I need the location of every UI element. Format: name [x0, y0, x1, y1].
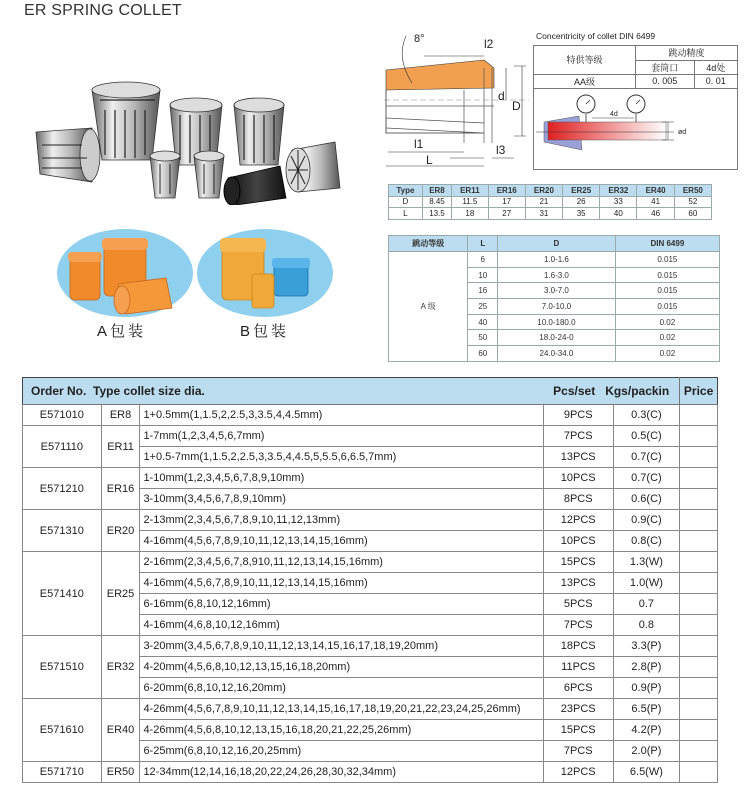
conc-header-4d: 4d处 [694, 60, 737, 74]
type-cell: 60 [674, 208, 711, 220]
gauge-4d-label: 4d [610, 111, 618, 118]
price-cell [680, 573, 718, 594]
runout-header-cell: D [498, 236, 616, 252]
runout-cell: 16 [468, 283, 498, 299]
price-cell [680, 447, 718, 468]
size-range-cell: 4-26mm(4,5,6,7,8,9,10,11,12,13,14,15,16,17,18,19,20,21,22,23,24,25,26mm) [140, 699, 543, 720]
price-cell [680, 720, 718, 741]
label-8deg: 8° [414, 33, 425, 45]
runout-cell: 0.015 [615, 299, 719, 315]
type-cell: 27 [488, 208, 525, 220]
runout-table-header [389, 236, 720, 252]
runout-cell: 60 [468, 346, 498, 362]
kgs-per-pack-cell: 1.0(W) [613, 573, 680, 594]
kgs-per-pack-cell: 0.9(C) [613, 510, 680, 531]
type-cell: 21 [525, 196, 562, 208]
type-header-cell: ER50 [674, 185, 711, 197]
price-cell [680, 552, 718, 573]
kgs-per-pack-cell: 0.8(C) [613, 531, 680, 552]
order-table-row [23, 636, 718, 657]
size-range-cell: 2-13mm(2,3,4,5,6,7,8,9,10,11,12,13mm) [140, 510, 543, 531]
type-cell: 46 [637, 208, 674, 220]
order-table-row [23, 552, 718, 573]
order-number-cell: E571110 [23, 426, 102, 468]
type-cell: 11.5 [452, 196, 488, 208]
packaging-b-image [196, 228, 334, 318]
collet-dimension-drawing [384, 28, 534, 168]
collet-type-cell: ER40 [101, 699, 140, 762]
size-range-cell: 4-26mm(4,5,6,8,10,12,13,15,16,18,20,21,22,25,26mm) [140, 720, 543, 741]
price-cell [680, 615, 718, 636]
pcs-per-set-cell: 6PCS [543, 678, 613, 699]
runout-cell: 7.0-10.0 [498, 299, 616, 315]
runout-grade-table [388, 235, 720, 362]
size-range-cell: 1+0.5mm(1,1.5,2,2.5,3,3.5,4,4.5mm) [140, 405, 543, 426]
conc-header-grade: 特供等级 [534, 46, 636, 74]
page-title: ER SPRING COLLET [24, 2, 182, 19]
kgs-per-pack-cell: 0.5(C) [613, 426, 680, 447]
size-range-cell: 1-7mm(1,2,3,4,5,6,7mm) [140, 426, 543, 447]
kgs-per-pack-cell: 4.2(P) [613, 720, 680, 741]
type-cell: D [389, 196, 423, 208]
pcs-per-set-cell: 10PCS [543, 468, 613, 489]
type-table-row [389, 208, 712, 220]
runout-table-row [389, 252, 720, 268]
runout-header-cell: 跳动等级 [389, 236, 468, 252]
label-D: D [512, 99, 521, 113]
order-number-cell: E571310 [23, 510, 102, 552]
type-cell: 13.5 [422, 208, 451, 220]
collet-medium-2 [234, 98, 284, 165]
price-cell [680, 594, 718, 615]
order-number-cell: E571010 [23, 405, 102, 426]
type-header-cell: ER8 [422, 185, 451, 197]
order-table-row [23, 405, 718, 426]
packaging-a-image [56, 228, 194, 318]
runout-grade-cell: A 级 [389, 252, 468, 362]
collet-product-photo [30, 70, 350, 205]
size-range-cell: 1+0.5-7mm(1,1.5,2,2.5,3,3.5,4,4.5,5,5.5,6,6.5,7mm) [140, 447, 543, 468]
runout-cell: 1.6-3.0 [498, 267, 616, 283]
kgs-per-pack-cell: 0.8 [613, 615, 680, 636]
order-table-row [23, 426, 718, 447]
type-header-cell: Type [389, 185, 423, 197]
type-cell: 17 [488, 196, 525, 208]
order-table [22, 377, 718, 783]
kgs-per-pack-cell: 0.7(C) [613, 447, 680, 468]
dial-gauge-diagram [534, 92, 737, 170]
collet-type-cell: ER11 [101, 426, 140, 468]
conc-row-4d: 0. 01 [694, 74, 737, 88]
collet-end-view [286, 142, 340, 192]
price-cell [680, 468, 718, 489]
type-cell: 52 [674, 196, 711, 208]
size-range-cell: 6-25mm(6,8,10,12,16,20,25mm) [140, 741, 543, 762]
runout-cell: 0.02 [615, 346, 719, 362]
label-L: L [426, 153, 433, 167]
price-cell [680, 699, 718, 720]
pcs-per-set-cell: 13PCS [543, 447, 613, 468]
kgs-per-pack-cell: 0.7 [613, 594, 680, 615]
price-cell [680, 510, 718, 531]
collet-type-cell: ER50 [101, 762, 140, 783]
type-header-cell: ER20 [525, 185, 562, 197]
collet-type-cell: ER8 [101, 405, 140, 426]
size-range-cell: 4-16mm(4,5,6,7,8,9,10,11,12,13,14,15,16mm) [140, 573, 543, 594]
runout-cell: 3.0-7.0 [498, 283, 616, 299]
kgs-per-pack-cell: 6.5(P) [613, 699, 680, 720]
collet-type-cell: ER16 [101, 468, 140, 510]
type-cell: 18 [452, 208, 488, 220]
concentricity-box [533, 45, 738, 170]
pcs-per-set-cell: 11PCS [543, 657, 613, 678]
concentricity-table [534, 46, 737, 89]
size-range-cell: 6-16mm(6,8,10,12,16mm) [140, 594, 543, 615]
kgs-per-pack-cell: 1.3(W) [613, 552, 680, 573]
kgs-per-pack-cell: 2.0(P) [613, 741, 680, 762]
order-table-row [23, 510, 718, 531]
pcs-per-set-cell: 23PCS [543, 699, 613, 720]
packaging-b-label: B包装 [240, 323, 290, 340]
collet-type-cell: ER25 [101, 552, 140, 636]
price-cell [680, 678, 718, 699]
price-cell [680, 489, 718, 510]
price-cell [680, 531, 718, 552]
kgs-per-pack-cell: 3.3(P) [613, 636, 680, 657]
conc-header-runout: 跳动精度 [636, 46, 738, 60]
header-pcs-kgs: Pcs/set Kgs/packin [543, 378, 679, 405]
label-l2: l2 [484, 37, 494, 51]
size-range-cell: 4-20mm(4,5,6,8,10,12,13,15,16,18,20mm) [140, 657, 543, 678]
kgs-per-pack-cell: 0.3(C) [613, 405, 680, 426]
pcs-per-set-cell: 15PCS [543, 720, 613, 741]
order-number-cell: E571610 [23, 699, 102, 762]
size-range-cell: 1-10mm(1,2,3,4,5,6,7,8,9,10mm) [140, 468, 543, 489]
pcs-per-set-cell: 12PCS [543, 510, 613, 531]
price-cell [680, 426, 718, 447]
type-header-cell: ER40 [637, 185, 674, 197]
kgs-per-pack-cell: 0.6(C) [613, 489, 680, 510]
size-range-cell: 6-20mm(6,8,10,12,16,20mm) [140, 678, 543, 699]
runout-cell: 0.02 [615, 330, 719, 346]
price-cell [680, 405, 718, 426]
collet-type-cell: ER20 [101, 510, 140, 552]
conc-row-grade: AA级 [534, 74, 636, 88]
pcs-per-set-cell: 13PCS [543, 573, 613, 594]
runout-cell: 10 [468, 267, 498, 283]
runout-cell: 0.015 [615, 283, 719, 299]
type-cell: 31 [525, 208, 562, 220]
type-header-cell: ER16 [488, 185, 525, 197]
order-table-row [23, 699, 718, 720]
type-cell: 26 [563, 196, 600, 208]
type-dimension-table [388, 184, 712, 220]
runout-cell: 18.0-24-0 [498, 330, 616, 346]
type-header-cell: ER32 [600, 185, 637, 197]
kgs-per-pack-cell: 2.8(P) [613, 657, 680, 678]
conc-header-sleeve: 套筒口 [636, 60, 695, 74]
type-cell: 8.45 [422, 196, 451, 208]
pcs-per-set-cell: 15PCS [543, 552, 613, 573]
collet-side [36, 128, 100, 182]
gauge-d-label: ød [678, 129, 687, 136]
type-cell: 35 [563, 208, 600, 220]
order-number-cell: E571210 [23, 468, 102, 510]
runout-cell: 40 [468, 314, 498, 330]
pcs-per-set-cell: 7PCS [543, 615, 613, 636]
runout-cell: 24.0-34.0 [498, 346, 616, 362]
label-l3: l3 [496, 143, 506, 157]
type-cell: L [389, 208, 423, 220]
runout-cell: 50 [468, 330, 498, 346]
runout-cell: 10.0-180.0 [498, 314, 616, 330]
kgs-per-pack-cell: 6.5(W) [613, 762, 680, 783]
collet-black [224, 166, 286, 205]
order-number-cell: E571710 [23, 762, 102, 783]
order-number-cell: E571510 [23, 636, 102, 699]
collet-small-1 [150, 151, 180, 198]
runout-cell: 25 [468, 299, 498, 315]
kgs-per-pack-cell: 0.9(P) [613, 678, 680, 699]
pcs-per-set-cell: 10PCS [543, 531, 613, 552]
pcs-per-set-cell: 7PCS [543, 741, 613, 762]
type-header-cell: ER11 [452, 185, 488, 197]
pcs-per-set-cell: 12PCS [543, 762, 613, 783]
type-cell: 41 [637, 196, 674, 208]
type-cell: 33 [600, 196, 637, 208]
order-table-row [23, 762, 718, 783]
label-l1: l1 [414, 137, 424, 151]
size-range-cell: 4-16mm(4,6,8,10,12,16mm) [140, 615, 543, 636]
type-table-row [389, 196, 712, 208]
size-range-cell: 3-20mm(3,4,5,6,7,8,9,10,11,12,13,14,15,16,17,18,19,20mm) [140, 636, 543, 657]
runout-cell: 6 [468, 252, 498, 268]
kgs-per-pack-cell: 0.7(C) [613, 468, 680, 489]
price-cell [680, 636, 718, 657]
pcs-per-set-cell: 18PCS [543, 636, 613, 657]
type-cell: 40 [600, 208, 637, 220]
size-range-cell: 12-34mm(12,14,16,18,20,22,24,26,28,30,32,34mm) [140, 762, 543, 783]
pcs-per-set-cell: 7PCS [543, 426, 613, 447]
runout-cell: 0.015 [615, 267, 719, 283]
conc-row-sleeve: 0. 005 [636, 74, 695, 88]
header-price: Price [680, 378, 718, 405]
type-header-cell: ER25 [563, 185, 600, 197]
size-range-cell: 3-10mm(3,4,5,6,7,8,9,10mm) [140, 489, 543, 510]
label-d: d [498, 89, 505, 103]
type-table-header [389, 185, 712, 197]
pcs-per-set-cell: 9PCS [543, 405, 613, 426]
collet-small-2 [194, 151, 224, 198]
price-cell [680, 762, 718, 783]
order-table-row [23, 468, 718, 489]
pcs-per-set-cell: 5PCS [543, 594, 613, 615]
header-order-type-size: Order No. Type collet size dia. [23, 378, 544, 405]
collet-large [92, 82, 160, 160]
runout-cell: 0.02 [615, 314, 719, 330]
runout-header-cell: DIN 6499 [615, 236, 719, 252]
price-cell [680, 741, 718, 762]
packaging-a-label: A包装 [97, 323, 147, 340]
runout-cell: 1.0-1.6 [498, 252, 616, 268]
concentricity-title: Concentricity of collet DIN 6499 [536, 31, 656, 41]
size-range-cell: 2-16mm(2,3,4,5,6,7,8,910,11,12,13,14,15,16mm) [140, 552, 543, 573]
runout-header-cell: L [468, 236, 498, 252]
price-cell [680, 657, 718, 678]
size-range-cell: 4-16mm(4,5,6,7,8,9,10,11,12,13,14,15,16mm) [140, 531, 543, 552]
runout-cell: 0.015 [615, 252, 719, 268]
collet-type-cell: ER32 [101, 636, 140, 699]
pcs-per-set-cell: 8PCS [543, 489, 613, 510]
order-number-cell: E571410 [23, 552, 102, 636]
